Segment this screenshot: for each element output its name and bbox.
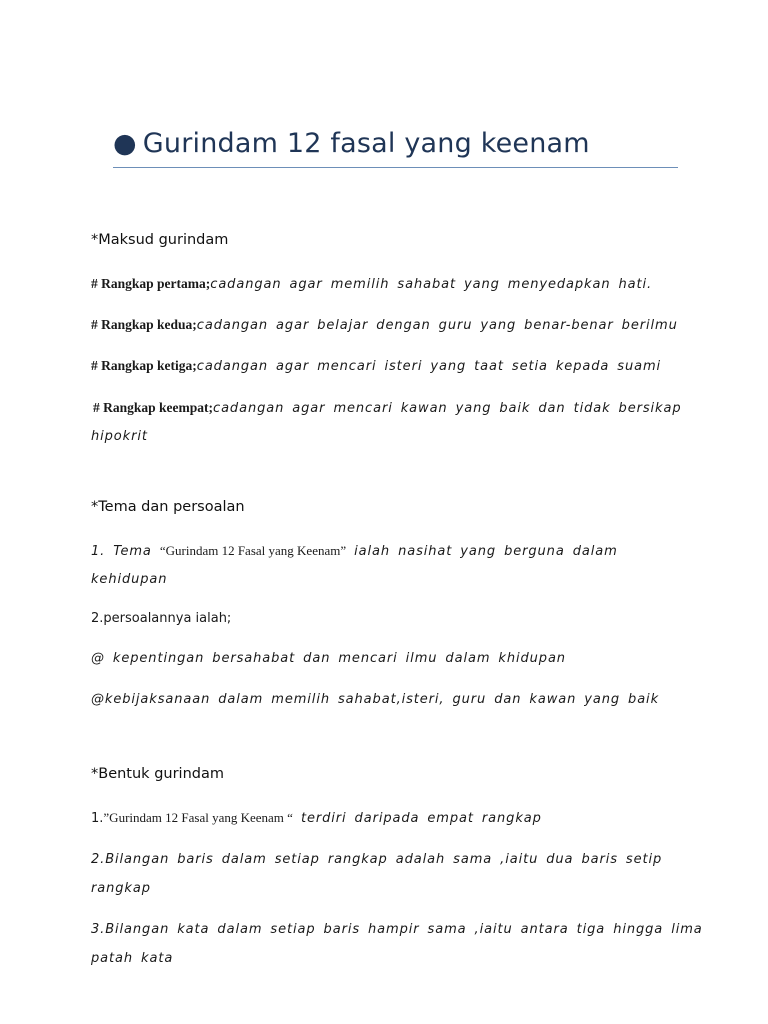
persoalan-point-1: @ kepentingan bersahabat dan mencari ilmu dalam khidupan — [91, 651, 566, 666]
maksud-item-2 — [91, 317, 681, 333]
item-text: cadangan agar memilih sahabat yang menyedapkan hati. — [210, 277, 653, 292]
item-text: cadangan agar mencari kawan yang baik dan tidak bersikap — [213, 401, 682, 416]
item-text: ialah nasihat yang berguna dalam — [346, 544, 618, 559]
item-quote: ”Gurindam 12 Fasal yang Keenam “ — [103, 810, 293, 825]
tema-item-1-cont: kehidupan — [91, 572, 168, 587]
item-prefix: 1. Tema — [91, 544, 160, 559]
tema-item-2: 2.persoalannya ialah; — [91, 611, 232, 626]
section-heading-tema: *Tema dan persoalan — [91, 499, 245, 515]
item-label: # Rangkap ketiga; — [91, 358, 197, 373]
bentuk-item-2: 2.Bilangan baris dalam setiap rangkap adalah sama ,iaitu dua baris setip — [91, 852, 663, 867]
maksud-item-3 — [91, 358, 681, 374]
bentuk-item-3-cont: patah kata — [91, 951, 174, 966]
tema-item-1 — [91, 543, 681, 559]
bentuk-item-1 — [91, 810, 681, 826]
bentuk-item-2-cont: rangkap — [91, 881, 151, 896]
bullet-icon: ● — [113, 128, 137, 159]
title-block — [113, 128, 678, 168]
item-label: # Rangkap kedua; — [91, 317, 197, 332]
maksud-item-1 — [91, 276, 681, 292]
item-label: # Rangkap pertama; — [91, 276, 211, 291]
section-heading-bentuk: *Bentuk gurindam — [91, 766, 224, 782]
item-quote: “Gurindam 12 Fasal yang Keenam” — [159, 543, 347, 558]
item-text: cadangan agar belajar dengan guru yang benar-benar berilmu — [196, 318, 678, 333]
page-title-text: Gurindam 12 fasal yang keenam — [142, 128, 590, 159]
item-label: # Rangkap keempat; — [93, 400, 214, 415]
item-number: 1. — [91, 811, 104, 826]
item-text: cadangan agar mencari isteri yang taat setia kepada suami — [196, 359, 662, 374]
page-title — [113, 128, 678, 159]
maksud-item-4 — [93, 400, 683, 416]
persoalan-point-2: @kebijaksanaan dalam memilih sahabat,isteri, guru dan kawan yang baik — [91, 692, 660, 707]
section-heading-maksud: *Maksud gurindam — [91, 232, 229, 248]
item-text: terdiri daripada empat rangkap — [292, 811, 542, 826]
maksud-item-4-cont: hipokrit — [91, 429, 148, 444]
bentuk-item-3: 3.Bilangan kata dalam setiap baris hampir sama ,iaitu antara tiga hingga lima — [91, 922, 703, 937]
